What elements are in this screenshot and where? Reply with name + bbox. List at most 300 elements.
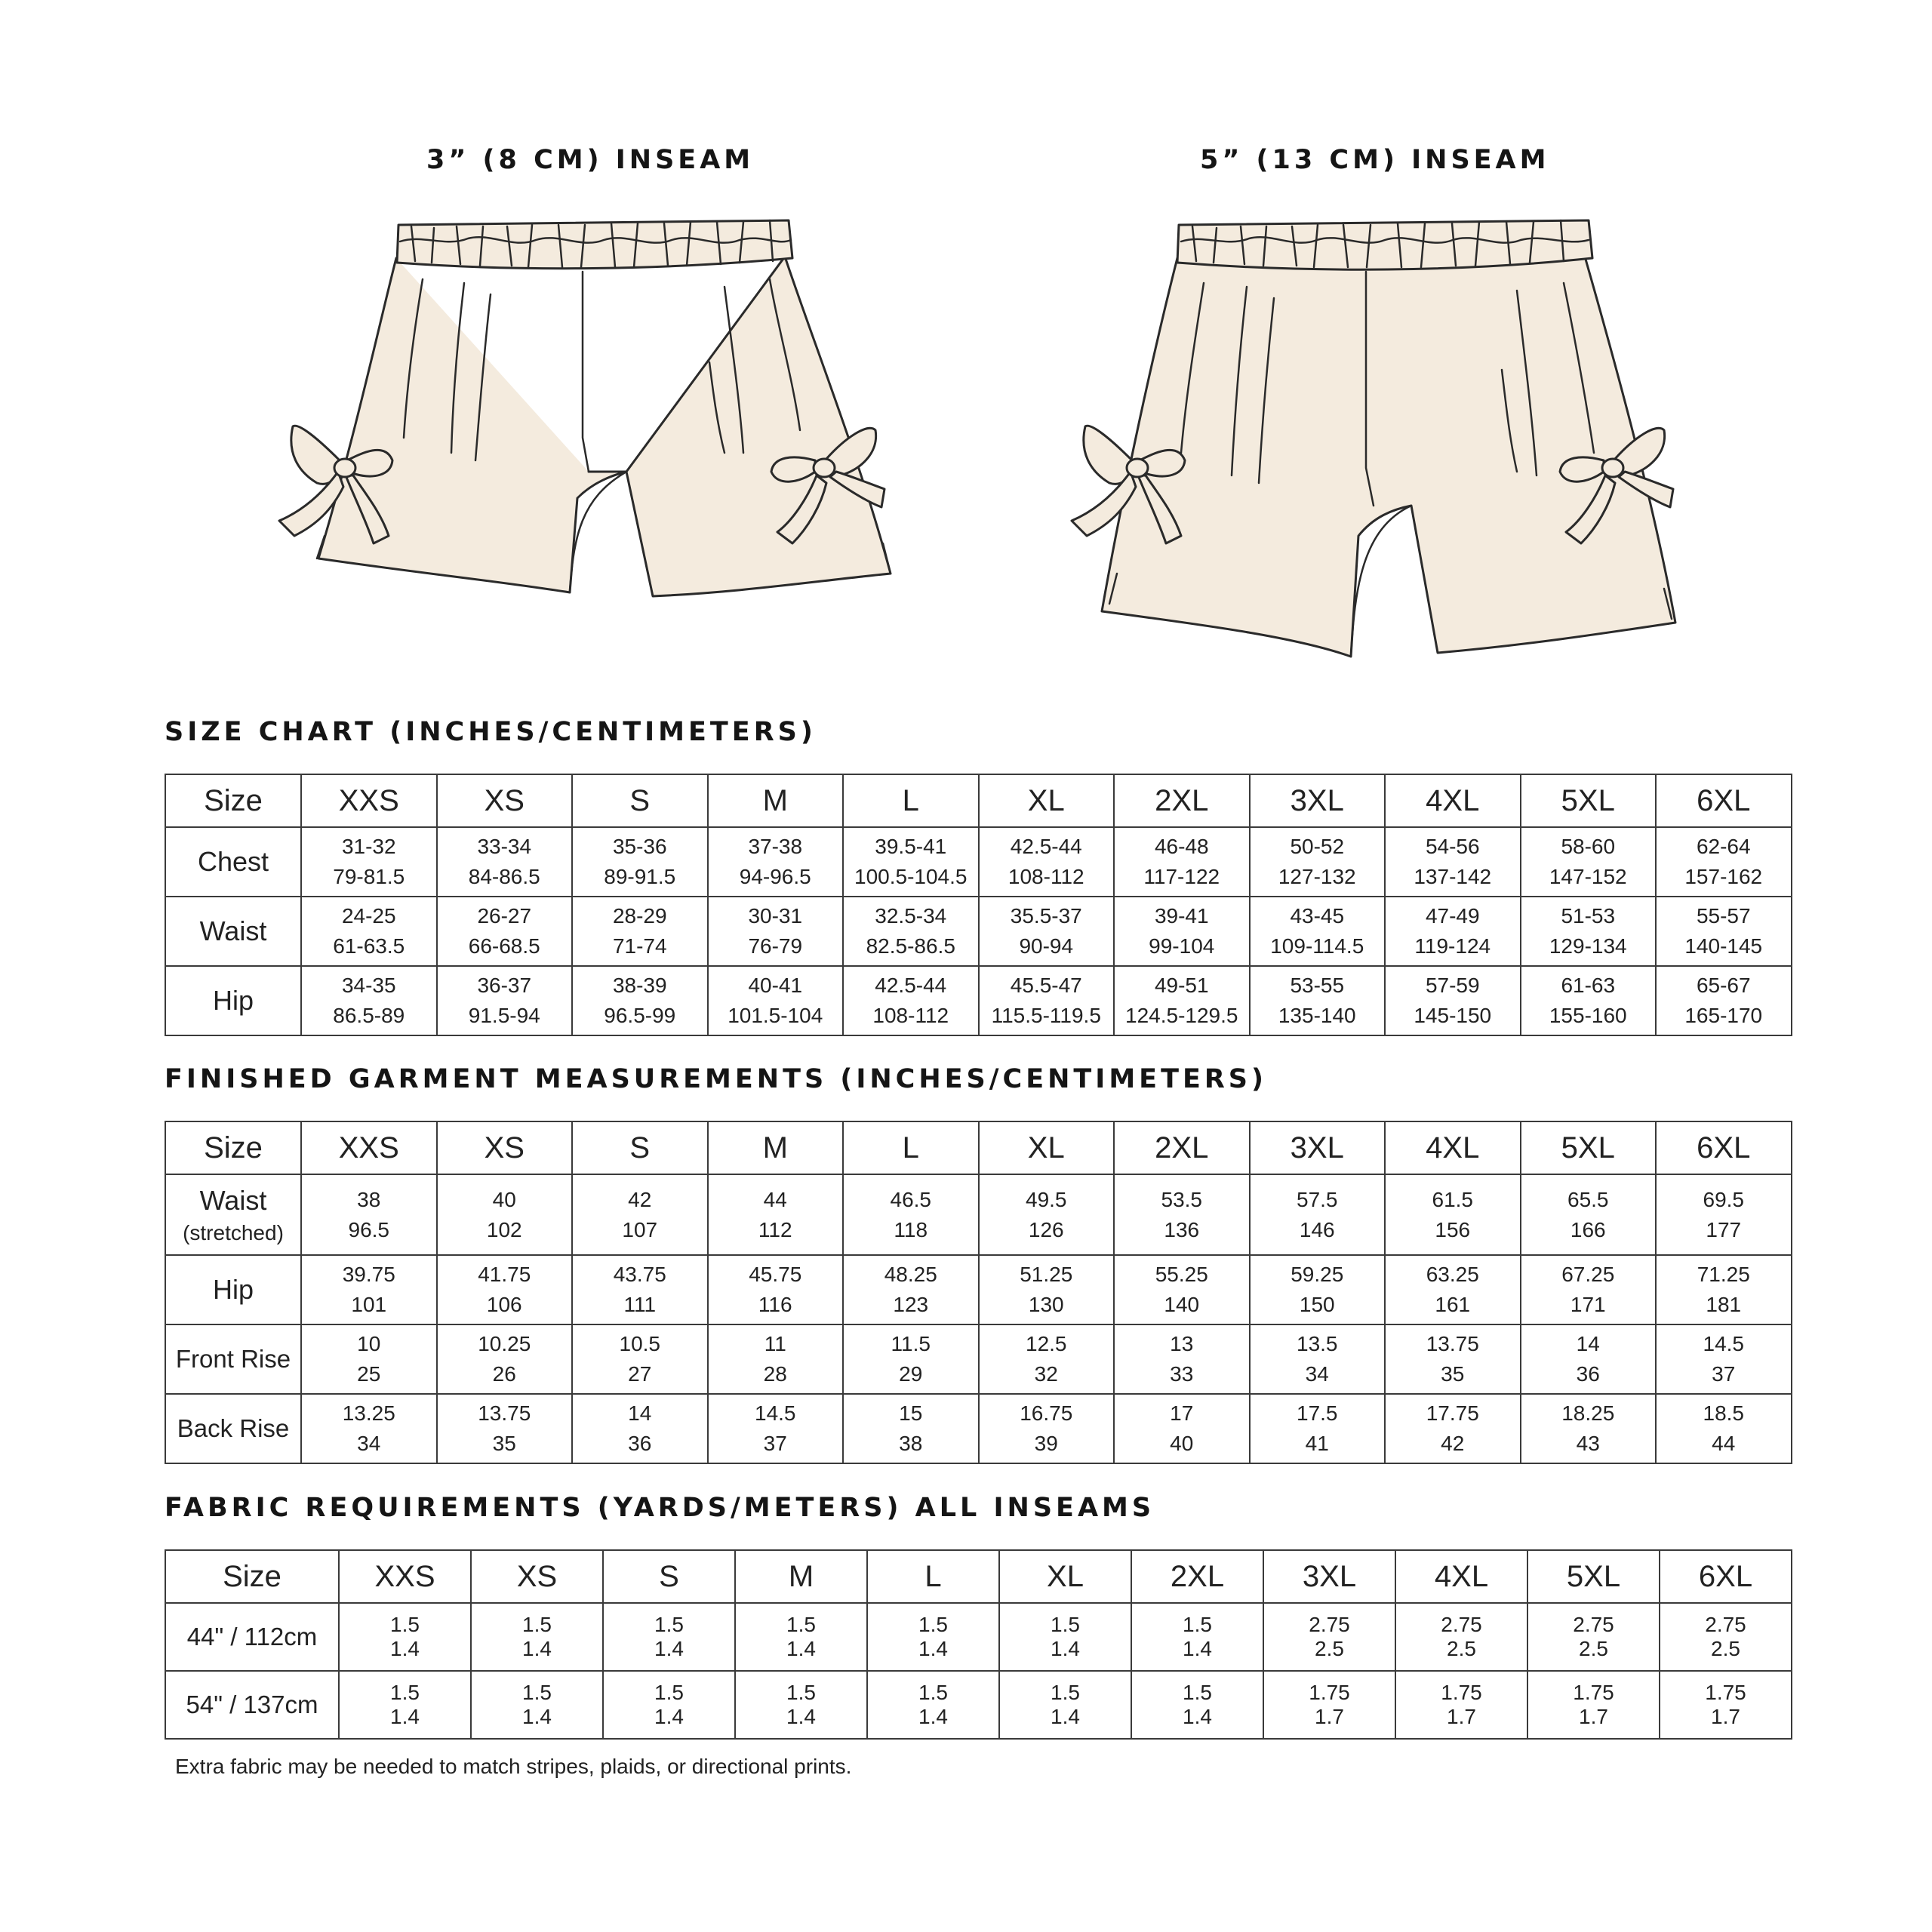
value-cm: 181: [1706, 1293, 1742, 1316]
value-inches: 46.5: [890, 1187, 931, 1211]
value-inches: 61-63: [1561, 974, 1616, 997]
value-cell: [301, 966, 437, 1035]
value-cell: [1521, 1174, 1657, 1255]
value-cell: [301, 827, 437, 897]
header-cell: XXS: [301, 774, 437, 827]
value-inches: 62-64: [1696, 835, 1751, 858]
value-inches: 15: [899, 1401, 923, 1425]
value-cell: [1114, 827, 1250, 897]
value-cm: 79-81.5: [333, 865, 405, 888]
value-cell: [1385, 1174, 1521, 1255]
value-cell: [1250, 966, 1386, 1035]
value-stack: [1251, 971, 1385, 1031]
value-stack: [709, 1185, 843, 1245]
value-inches: 51.25: [1020, 1263, 1073, 1286]
header-cell: 2XL: [1114, 774, 1250, 827]
row-label-cell: [165, 1671, 339, 1739]
value-cm: 96.5-99: [604, 1004, 676, 1027]
header-cell: Size: [165, 774, 301, 827]
value-inches: 11.5: [891, 1332, 931, 1355]
value-inches: 18.5: [1703, 1401, 1744, 1425]
header-cell: XS: [437, 1121, 573, 1174]
value-cell: [437, 897, 573, 966]
value-stack: [709, 832, 843, 892]
value-cell: [1131, 1671, 1263, 1739]
row-label: 54" / 137cm: [186, 1690, 318, 1718]
value-cell: [843, 966, 979, 1035]
value-cell: [437, 1324, 573, 1394]
value-inches: 67.25: [1561, 1263, 1615, 1286]
table-row: [165, 1671, 1792, 1739]
value-cm: 124.5-129.5: [1125, 1004, 1238, 1027]
value-inches: 37-38: [748, 835, 803, 858]
value-inches: 18.25: [1561, 1401, 1615, 1425]
value-cm: 140-145: [1684, 934, 1763, 958]
value-cm: 43: [1576, 1432, 1600, 1455]
value-stack: [1521, 901, 1656, 961]
value-stack: [438, 901, 572, 961]
value-inches: 34-35: [341, 974, 396, 997]
header-cell: XL: [979, 1121, 1115, 1174]
row-label: Front Rise: [175, 1345, 291, 1373]
value-stack: [1132, 1681, 1263, 1729]
value-meters: 1.4: [918, 1705, 948, 1728]
value-inches: 43-45: [1290, 904, 1345, 928]
value-cm: 35: [492, 1432, 516, 1455]
value-cm: 101: [351, 1293, 387, 1316]
value-cm: 99-104: [1149, 934, 1215, 958]
value-cm: 40: [1170, 1432, 1194, 1455]
value-cell: [471, 1671, 603, 1739]
value-yards: 1.5: [522, 1613, 552, 1636]
header-cell: 3XL: [1250, 774, 1386, 827]
value-inches: 14.5: [755, 1401, 796, 1425]
header-cell: 5XL: [1527, 1550, 1660, 1603]
value-yards: 1.75: [1309, 1681, 1350, 1704]
value-cell: [843, 897, 979, 966]
value-inches: 35.5-37: [1010, 904, 1082, 928]
value-yards: 1.5: [1051, 1681, 1080, 1704]
value-stack: [438, 1260, 572, 1320]
value-meters: 1.4: [1183, 1637, 1212, 1660]
value-inches: 17.75: [1426, 1401, 1479, 1425]
value-cell: [1656, 1255, 1792, 1324]
value-inches: 45.75: [749, 1263, 802, 1286]
value-inches: 54-56: [1425, 835, 1480, 858]
value-cell: [301, 1324, 437, 1394]
row-label: Back Rise: [177, 1414, 290, 1442]
value-cell: [1395, 1603, 1527, 1671]
value-inches: 46-48: [1154, 835, 1209, 858]
value-stack: [573, 901, 707, 961]
row-label-cell: [165, 1394, 301, 1463]
header-cell: 6XL: [1656, 774, 1792, 827]
row-label: 44" / 112cm: [186, 1623, 318, 1651]
value-stack: [736, 1681, 866, 1729]
table-row: [165, 897, 1792, 966]
value-stack: [1000, 1613, 1131, 1661]
value-stack: [302, 1185, 436, 1245]
value-cell: [1385, 1255, 1521, 1324]
value-inches: 53.5: [1161, 1187, 1202, 1211]
value-cell: [999, 1671, 1131, 1739]
value-meters: 2.5: [1579, 1637, 1608, 1660]
value-cell: [1385, 966, 1521, 1035]
value-stack: [1396, 1681, 1527, 1729]
value-cm: 96.5: [348, 1217, 389, 1241]
header-cell: 4XL: [1385, 774, 1521, 827]
value-inches: 43.75: [613, 1263, 666, 1286]
value-cell: [979, 1394, 1115, 1463]
value-stack: [844, 1329, 978, 1389]
value-stack: [1386, 832, 1520, 892]
value-stack: [709, 1329, 843, 1389]
value-cm: 42: [1441, 1432, 1465, 1455]
value-stack: [1000, 1681, 1131, 1729]
value-stack: [1115, 971, 1249, 1031]
value-inches: 47-49: [1425, 904, 1480, 928]
value-cell: [1656, 1394, 1792, 1463]
value-inches: 63.25: [1426, 1263, 1479, 1286]
header-row: [165, 1550, 1792, 1603]
value-stack: [1115, 901, 1249, 961]
value-cell: [1660, 1603, 1792, 1671]
value-stack: [980, 1185, 1114, 1245]
value-cell: [471, 1603, 603, 1671]
value-cell: [1521, 897, 1657, 966]
value-cell: [1660, 1671, 1792, 1739]
value-yards: 1.75: [1573, 1681, 1614, 1704]
value-stack: [1386, 1260, 1520, 1320]
value-cell: [735, 1603, 867, 1671]
value-stack: [438, 1329, 572, 1389]
value-inches: 51-53: [1561, 904, 1616, 928]
value-stack: [573, 1398, 707, 1459]
header-cell: 4XL: [1385, 1121, 1521, 1174]
value-stack: [1657, 832, 1791, 892]
value-cm: 109-114.5: [1270, 934, 1364, 958]
header-cell: XXS: [339, 1550, 471, 1603]
value-cm: 29: [899, 1362, 923, 1386]
value-cell: [301, 897, 437, 966]
value-cell: [843, 1174, 979, 1255]
value-stack: [980, 901, 1114, 961]
value-inches: 28-29: [612, 904, 667, 928]
value-cell: [708, 1255, 844, 1324]
value-inches: 59.25: [1291, 1263, 1344, 1286]
value-cell: [572, 1174, 708, 1255]
value-stack: [438, 832, 572, 892]
value-meters: 2.5: [1447, 1637, 1476, 1660]
value-stack: [1115, 1185, 1249, 1245]
value-stack: [604, 1681, 734, 1729]
value-stack: [472, 1681, 602, 1729]
value-cell: [1656, 827, 1792, 897]
value-stack: [844, 1260, 978, 1320]
value-cell: [1521, 1394, 1657, 1463]
value-cm: 61-63.5: [333, 934, 405, 958]
value-yards: 1.5: [390, 1613, 420, 1636]
value-stack: [302, 971, 436, 1031]
header-cell: 2XL: [1131, 1550, 1263, 1603]
value-cell: [339, 1671, 471, 1739]
row-label: Hip: [212, 1274, 254, 1305]
value-stack: [1251, 901, 1385, 961]
value-meters: 1.7: [1315, 1705, 1344, 1728]
header-cell: M: [735, 1550, 867, 1603]
value-meters: 1.4: [654, 1705, 684, 1728]
value-cell: [867, 1671, 999, 1739]
value-cell: [1527, 1603, 1660, 1671]
value-cm: 137-142: [1414, 865, 1492, 888]
value-cm: 26: [492, 1362, 516, 1386]
value-stack: [1528, 1681, 1659, 1729]
header-cell: L: [843, 774, 979, 827]
value-yards: 1.5: [918, 1681, 948, 1704]
value-cm: 34: [357, 1432, 381, 1455]
value-cm: 150: [1299, 1293, 1335, 1316]
value-stack: [302, 1260, 436, 1320]
value-meters: 1.7: [1579, 1705, 1608, 1728]
value-cell: [979, 827, 1115, 897]
header-cell: 6XL: [1660, 1550, 1792, 1603]
value-stack: [340, 1613, 470, 1661]
value-inches: 49-51: [1154, 974, 1209, 997]
value-yards: 2.75: [1441, 1613, 1482, 1636]
value-cm: 44: [1712, 1432, 1736, 1455]
value-cell: [708, 1174, 844, 1255]
value-cm: 38: [899, 1432, 923, 1455]
value-yards: 2.75: [1573, 1613, 1614, 1636]
header-cell: XS: [471, 1550, 603, 1603]
value-yards: 1.5: [918, 1613, 948, 1636]
header-cell: L: [843, 1121, 979, 1174]
row-label-cell: [165, 1603, 339, 1671]
value-inches: 65.5: [1567, 1187, 1609, 1211]
value-stack: [1521, 1185, 1656, 1245]
value-cell: [979, 897, 1115, 966]
value-cm: 94-96.5: [739, 865, 811, 888]
value-inches: 40: [492, 1187, 516, 1211]
value-stack: [709, 1260, 843, 1320]
header-cell: 3XL: [1250, 1121, 1386, 1174]
value-cm: 140: [1164, 1293, 1200, 1316]
row-label-cell: [165, 1324, 301, 1394]
right-drawing-title: 5” (13 CM) INSEAM: [1200, 145, 1550, 175]
value-stack: [472, 1613, 602, 1661]
table-row: [165, 1324, 1792, 1394]
value-yards: 1.75: [1441, 1681, 1482, 1704]
value-inches: 49.5: [1026, 1187, 1067, 1211]
value-cm: 166: [1570, 1217, 1606, 1241]
header-cell: 5XL: [1521, 1121, 1657, 1174]
value-cm: 37: [1712, 1362, 1736, 1386]
header-cell: 5XL: [1521, 774, 1657, 827]
value-cell: [1385, 1394, 1521, 1463]
value-cell: [1521, 966, 1657, 1035]
value-stack: [1251, 1398, 1385, 1459]
value-stack: [1521, 971, 1656, 1031]
value-cell: [843, 827, 979, 897]
value-stack: [1657, 901, 1791, 961]
value-inches: 55.25: [1155, 1263, 1208, 1286]
value-cm: 171: [1570, 1293, 1606, 1316]
value-cm: 155-160: [1549, 1004, 1627, 1027]
header-cell: 2XL: [1114, 1121, 1250, 1174]
value-cm: 106: [486, 1293, 522, 1316]
value-cell: [1656, 1324, 1792, 1394]
value-inches: 39.5-41: [875, 835, 947, 858]
value-inches: 32.5-34: [875, 904, 947, 928]
header-cell: S: [603, 1550, 735, 1603]
header-cell: S: [572, 1121, 708, 1174]
value-cm: 28: [763, 1362, 787, 1386]
value-yards: 1.5: [390, 1681, 420, 1704]
value-stack: [1521, 1260, 1656, 1320]
value-stack: [1521, 1329, 1656, 1389]
row-label-cell: [165, 966, 301, 1035]
value-inches: 61.5: [1432, 1187, 1473, 1211]
value-stack: [1521, 1398, 1656, 1459]
value-cell: [708, 827, 844, 897]
value-cell: [1385, 827, 1521, 897]
value-cm: 145-150: [1414, 1004, 1492, 1027]
header-cell: M: [708, 1121, 844, 1174]
value-cm: 157-162: [1684, 865, 1763, 888]
value-cell: [708, 897, 844, 966]
header-cell: XXS: [301, 1121, 437, 1174]
value-cell: [1521, 827, 1657, 897]
value-cell: [603, 1603, 735, 1671]
value-inches: 58-60: [1561, 835, 1616, 858]
value-stack: [1660, 1681, 1791, 1729]
value-cm: 116: [758, 1293, 792, 1316]
value-stack: [980, 1398, 1114, 1459]
value-cm: 123: [893, 1293, 929, 1316]
value-stack: [1264, 1613, 1395, 1661]
value-stack: [868, 1613, 998, 1661]
value-cm: 115.5-119.5: [991, 1004, 1101, 1027]
value-inches: 44: [763, 1187, 787, 1211]
value-yards: 1.75: [1705, 1681, 1746, 1704]
value-inches: 55-57: [1696, 904, 1751, 928]
value-stack: [302, 1398, 436, 1459]
fabric-note: Extra fabric may be needed to match stripes, plaids, or directional prints.: [175, 1755, 852, 1778]
value-cell: [1385, 1324, 1521, 1394]
value-cell: [999, 1603, 1131, 1671]
value-cm: 91.5-94: [468, 1004, 540, 1027]
value-stack: [340, 1681, 470, 1729]
value-inches: 30-31: [748, 904, 803, 928]
value-meters: 1.4: [786, 1637, 816, 1660]
value-cell: [437, 966, 573, 1035]
value-meters: 1.4: [522, 1637, 552, 1660]
value-stack: [1386, 1185, 1520, 1245]
value-cell: [843, 1394, 979, 1463]
value-stack: [438, 1398, 572, 1459]
value-yards: 1.5: [786, 1613, 816, 1636]
value-inches: 57.5: [1297, 1187, 1338, 1211]
value-cell: [572, 966, 708, 1035]
value-meters: 1.4: [1183, 1705, 1212, 1728]
value-inches: 69.5: [1703, 1187, 1744, 1211]
fabric-requirements-title: FABRIC REQUIREMENTS (YARDS/METERS) ALL INSEAMS: [165, 1493, 1155, 1523]
value-cell: [843, 1324, 979, 1394]
value-cell: [301, 1394, 437, 1463]
value-cell: [1395, 1671, 1527, 1739]
value-meters: 1.4: [390, 1637, 420, 1660]
row-label: Waist: [199, 1184, 267, 1216]
table-row: [165, 1174, 1792, 1255]
value-cell: [1656, 966, 1792, 1035]
value-cm: 32: [1034, 1362, 1058, 1386]
value-stack: [1251, 1185, 1385, 1245]
value-yards: 2.75: [1705, 1613, 1746, 1636]
row-label: Chest: [197, 846, 269, 877]
value-cell: [1521, 1255, 1657, 1324]
value-stack: [573, 971, 707, 1031]
value-cell: [1521, 1324, 1657, 1394]
value-meters: 1.4: [1051, 1637, 1080, 1660]
value-inches: 40-41: [748, 974, 803, 997]
value-stack: [844, 1398, 978, 1459]
value-cell: [979, 966, 1115, 1035]
value-cell: [1114, 1324, 1250, 1394]
value-cm: 161: [1435, 1293, 1471, 1316]
value-meters: 2.5: [1711, 1637, 1740, 1660]
value-inches: 50-52: [1290, 835, 1345, 858]
value-cm: 118: [894, 1217, 928, 1241]
shorts-drawing-5-inch: [1057, 211, 1683, 664]
value-inches: 41.75: [478, 1263, 531, 1286]
value-cm: 25: [357, 1362, 381, 1386]
value-inches: 48.25: [884, 1263, 937, 1286]
value-cell: [1131, 1603, 1263, 1671]
value-stack: [1251, 832, 1385, 892]
header-cell: 4XL: [1395, 1550, 1527, 1603]
value-cm: 100.5-104.5: [854, 865, 968, 888]
row-label-cell: [165, 1255, 301, 1324]
value-stack: [844, 1185, 978, 1245]
value-inches: 33-34: [477, 835, 532, 858]
table-row: [165, 827, 1792, 897]
value-cm: 101.5-104: [728, 1004, 823, 1027]
value-cell: [979, 1255, 1115, 1324]
value-cm: 130: [1028, 1293, 1064, 1316]
value-inches: 12.5: [1026, 1332, 1067, 1355]
value-cell: [1263, 1603, 1395, 1671]
value-cm: 39: [1034, 1432, 1058, 1455]
finished-measurements-table: [165, 1121, 1792, 1464]
value-stack: [1657, 971, 1791, 1031]
table-row: [165, 966, 1792, 1035]
value-cm: 66-68.5: [468, 934, 540, 958]
finished-measurements-title: FINISHED GARMENT MEASUREMENTS (INCHES/CENTIMETERS): [165, 1064, 1268, 1094]
value-cm: 86.5-89: [333, 1004, 405, 1027]
value-stack: [573, 832, 707, 892]
value-yards: 1.5: [1183, 1681, 1212, 1704]
value-cell: [301, 1174, 437, 1255]
value-stack: [1657, 1398, 1791, 1459]
value-stack: [1396, 1613, 1527, 1661]
value-stack: [709, 1398, 843, 1459]
header-cell: XL: [999, 1550, 1131, 1603]
header-row: [165, 1121, 1792, 1174]
value-cm: 41: [1305, 1432, 1329, 1455]
value-stack: [438, 971, 572, 1031]
value-meters: 1.4: [522, 1705, 552, 1728]
value-cell: [572, 827, 708, 897]
